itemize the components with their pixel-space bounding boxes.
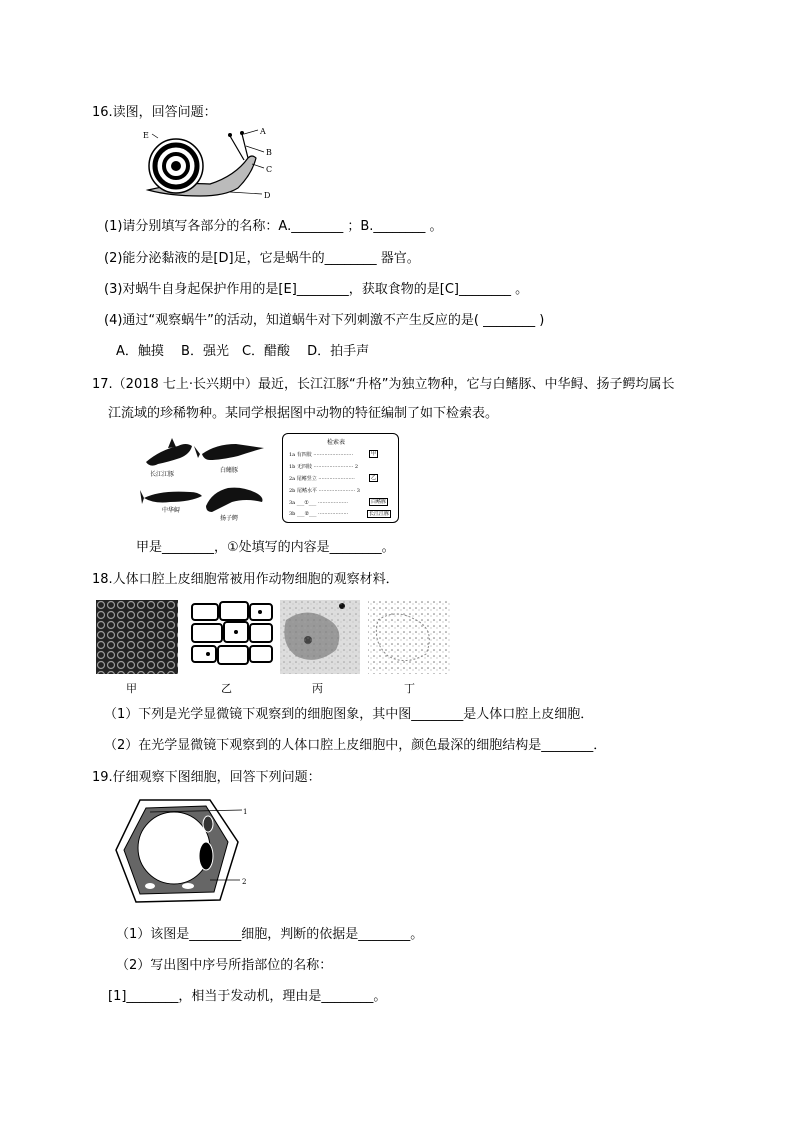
caption-ding: 丁 (404, 682, 415, 695)
cell-images-figure (96, 600, 452, 676)
key-box-yi: 乙 (371, 475, 377, 481)
animal-label-zhonghuaxun: 中华鲟 (162, 507, 181, 514)
key-table (282, 433, 399, 523)
animal-label-yangzie: 扬子鳄 (220, 515, 239, 522)
q17-line2: 江流域的珍稀物种。某同学根据图中动物的特征编制了如下检索表。 (108, 406, 499, 421)
key-row-2a: 2a 尾鳍竖立 ······················· (289, 476, 355, 482)
animal-label-baiqitun: 白鳍豚 (220, 467, 239, 474)
key-row-1b: 1b 无四肢 ························· 2 (289, 464, 359, 470)
q16-line1: (1)请分别填写各部分的名称：A.________ ；B.________ 。 (104, 219, 443, 234)
q16-line3: (3)对蜗牛自身起保护作用的是[E]________，获取食物的是[C]________ 。 (104, 282, 529, 297)
snail-label-a: A (260, 127, 266, 136)
snail-label-e: E (143, 131, 149, 140)
q19-line3: （2）写出图中序号所指部位的名称： (116, 958, 333, 973)
cell-label-1: 1 (243, 808, 248, 816)
key-title: 检索表 (327, 439, 346, 446)
q16-options: A．触摸 B．强光 C．醋酸 D．拍手声 (116, 344, 370, 359)
plant-cell-figure (110, 796, 250, 906)
caption-jia: 甲 (126, 682, 137, 695)
key-row-2b: 2b 尾鳍水平 ······················· 3 (289, 488, 360, 494)
key-box-jia: 甲 (371, 451, 377, 457)
animal-label-jiangtun: 长江江豚 (150, 471, 175, 478)
snail-label-b: B (266, 148, 272, 157)
q19-line1: 19.仔细观察下图细胞，回答下列问题： (92, 770, 321, 785)
animals-figure (140, 432, 270, 524)
q17-line1: 17.（2018 七上·长兴期中）最近，长江江豚“升格”为独立物种，它与白鳍豚、中华鲟、扬子鳄均属长 (92, 377, 675, 392)
key-row-1a: 1a 有四肢 ························· (289, 452, 354, 458)
q18-line3: （2）在光学显微镜下观察到的人体口腔上皮细胞中，颜色最深的细胞结构是________． (104, 738, 607, 753)
q18-line2: （1）下列是光学显微镜下观察到的细胞图象，其中图________是人体口腔上皮细胞． (104, 707, 594, 722)
key-box-jiangtun: 长江江豚 (369, 511, 390, 517)
q19-line2: （1）该图是________细胞，判断的依据是________。 (116, 927, 424, 942)
caption-yi: 乙 (221, 682, 232, 695)
key-box-baiqitun: 白鳍豚 (371, 499, 387, 505)
q18-line1: 18.人体口腔上皮细胞常被用作动物细胞的观察材料． (92, 572, 399, 587)
key-row-3b: 3b ___②___ ··················· (289, 511, 349, 517)
snail-figure (140, 124, 275, 202)
q17-line3: 甲是________，①处填写的内容是________。 (136, 540, 395, 555)
caption-bing: 丙 (312, 682, 323, 695)
key-row-3a: 3a ___①___ ··················· (289, 500, 349, 506)
snail-label-c: C (266, 165, 273, 174)
q16-title: 16.读图，回答问题： (92, 105, 217, 120)
snail-label-d: D (264, 191, 271, 200)
cell-label-2: 2 (242, 878, 247, 886)
q16-line4: (4)通过“观察蜗牛”的活动，知道蜗牛对下列刺激不产生反应的是( ________ ) (104, 313, 545, 328)
q16-line2: (2)能分泌黏液的是[D]足，它是蜗牛的________ 器官。 (104, 251, 420, 266)
q19-line4: [1]________，相当于发动机，理由是________。 (108, 989, 387, 1004)
